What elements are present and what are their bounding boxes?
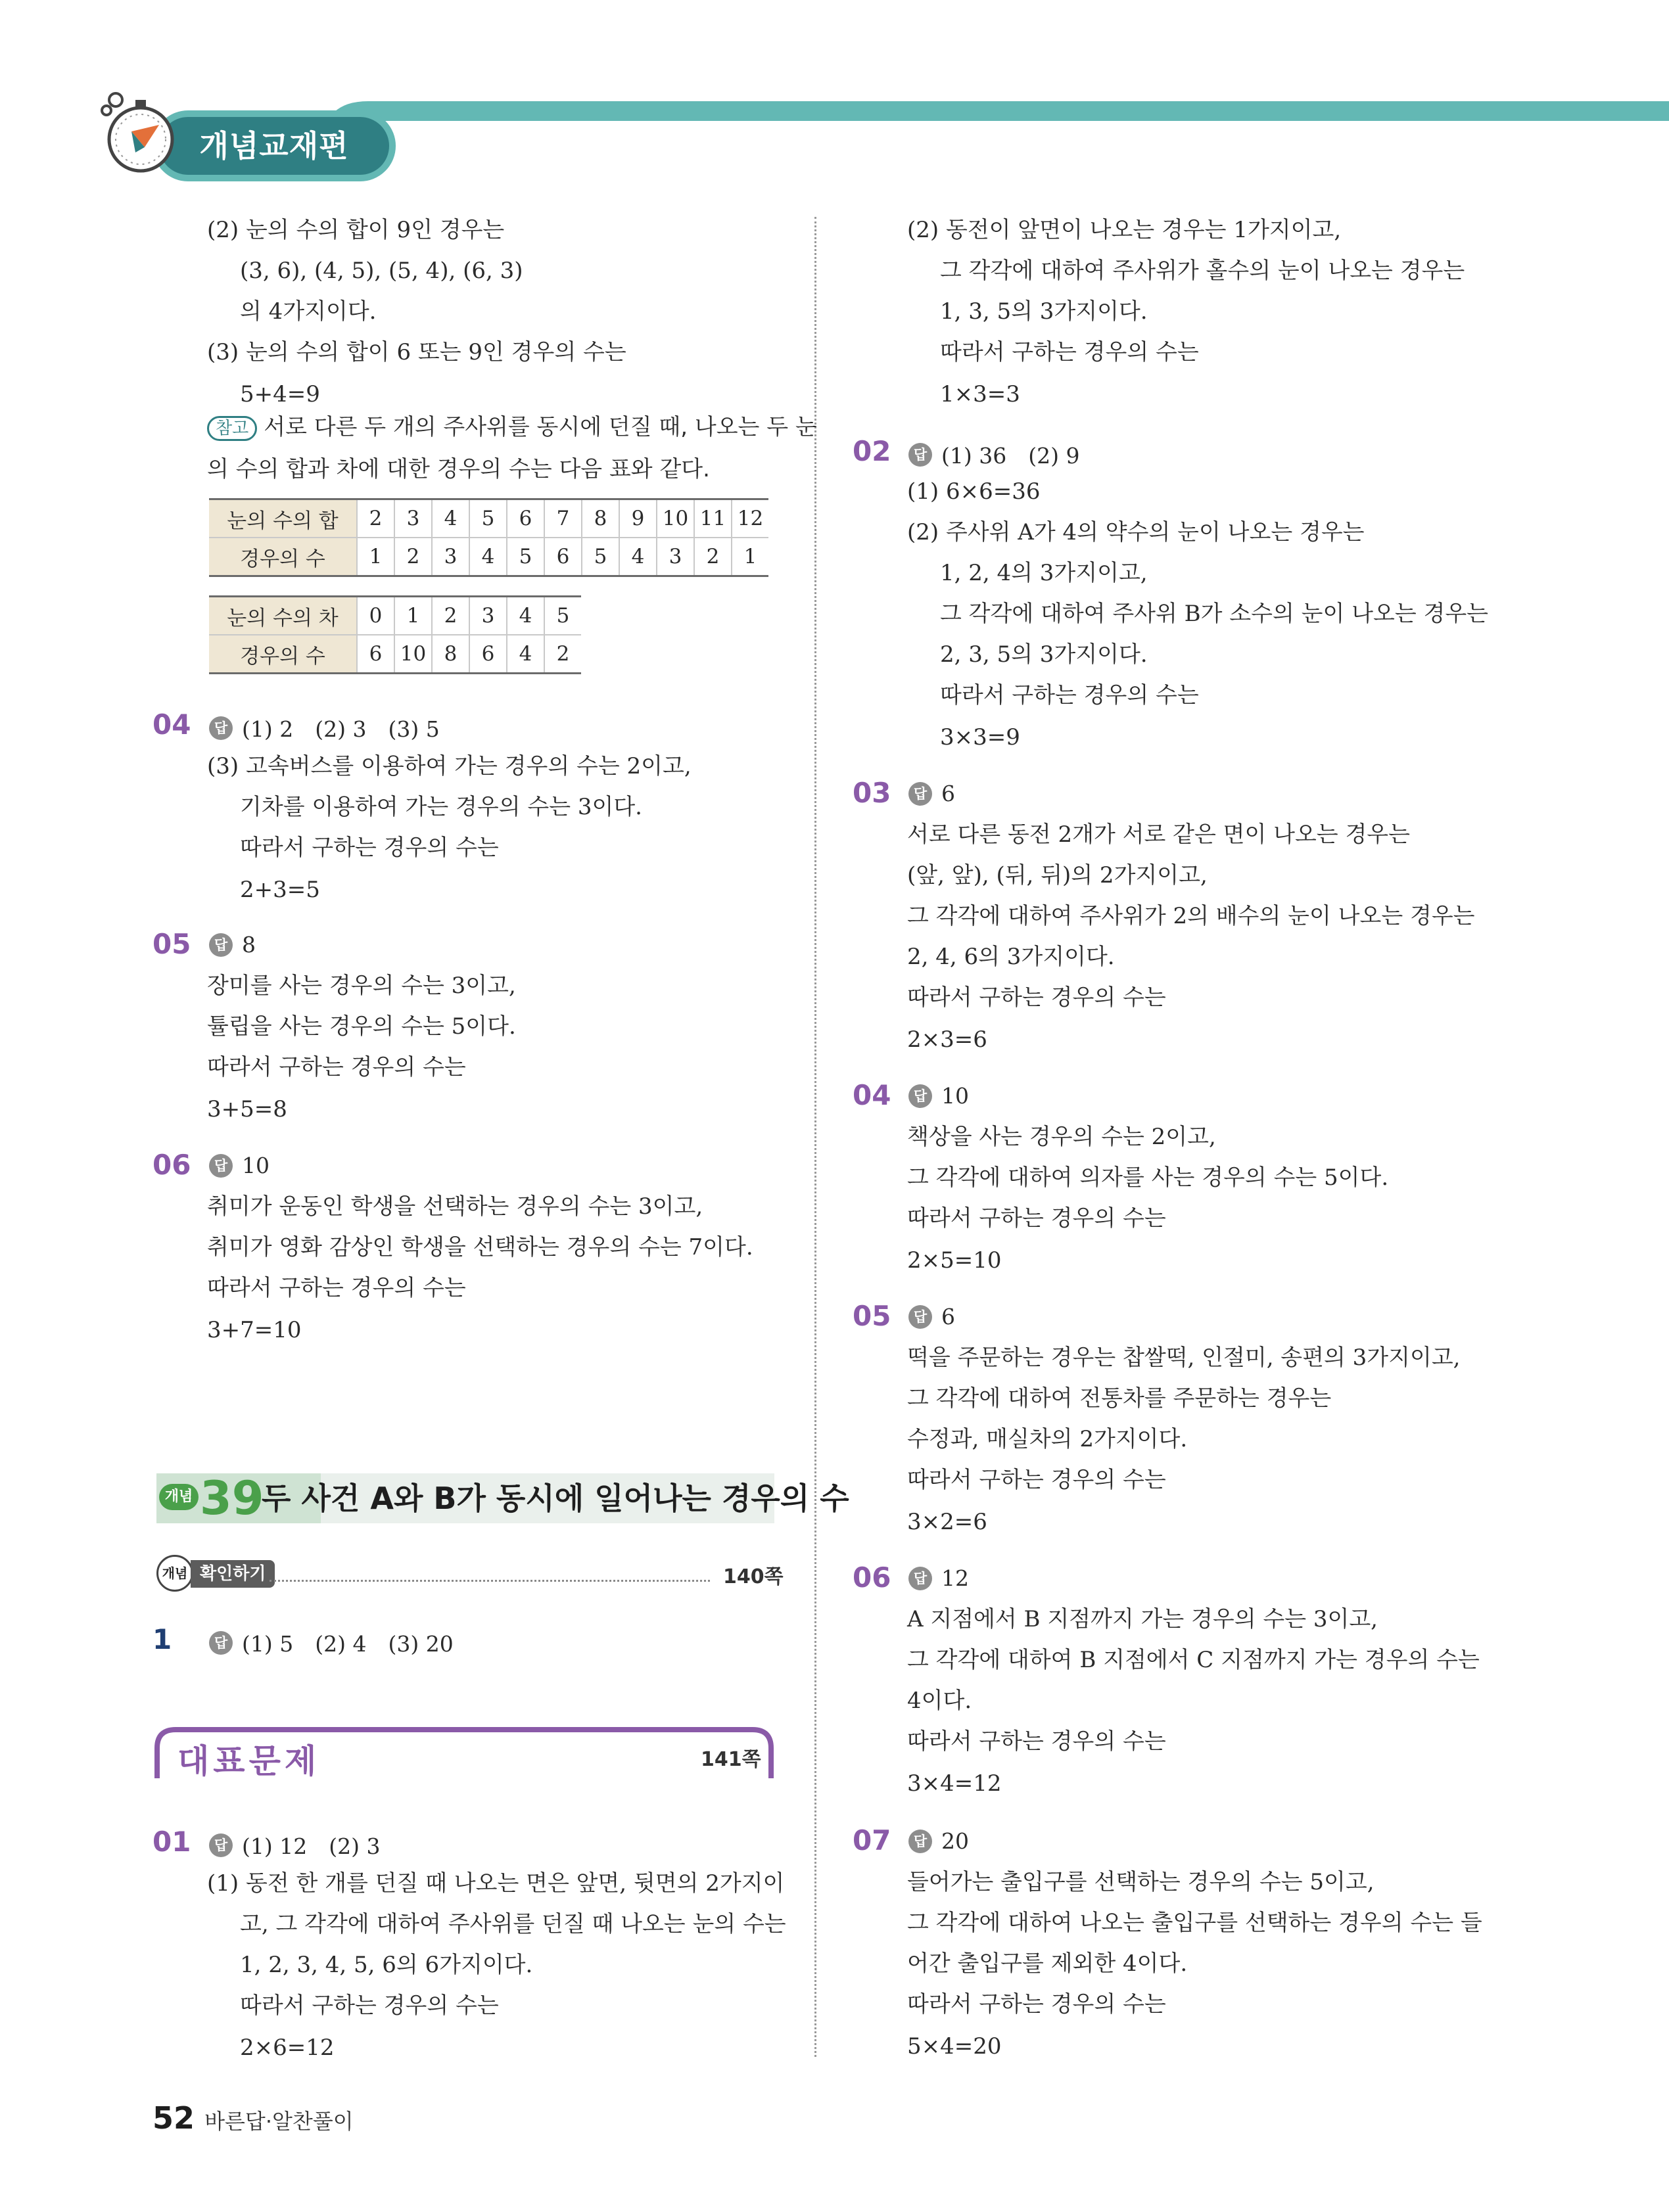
question-number: 02 [853,435,891,467]
answer-line [908,1083,969,1109]
table-cell: 2 [544,635,581,674]
right-q02-line-3: 1, 2, 4의 3가지이고, [940,560,1148,586]
right-q05-line-2: 그 각각에 대하여 전통차를 주문하는 경우는 [907,1385,1332,1412]
answer-text: 6 [941,1304,955,1329]
right-top-line-5: 1×3=3 [940,381,1020,407]
question-number: 04 [153,708,191,741]
table-cell: 11 [694,499,732,538]
answer-text: 10 [242,1153,270,1178]
table-cell: 2 [432,597,469,635]
answer-badge: 답 [908,1084,932,1108]
table-cell: 6 [507,499,544,538]
table-cell: 0 [357,597,394,635]
question-number: 05 [853,1300,891,1332]
answer-badge: 답 [209,1631,233,1655]
right-top-line-4: 따라서 구하는 경우의 수는 [940,339,1199,365]
question-number: 1 [153,1623,172,1655]
answer-line [908,439,1079,470]
sum-table-header-2: 경우의 수 [209,538,357,576]
table-cell: 3 [394,499,432,538]
table-cell: 5 [544,597,581,635]
answer-line [209,1153,270,1178]
left-q05-line-2: 튤립을 사는 경우의 수는 5이다. [207,1013,516,1040]
check-page: 140쪽 [723,1565,784,1588]
left-q01-line-2: 고, 그 각각에 대하여 주사위를 던질 때 나오는 눈의 수는 [240,1911,786,1937]
answer-text: 12 [941,1565,969,1591]
left-q05-line-3: 따라서 구하는 경우의 수는 [207,1054,466,1080]
right-q07-line-5: 5×4=20 [907,2033,1002,2060]
right-q02-line-6: 따라서 구하는 경우의 수는 [940,682,1199,708]
diff-table [209,595,581,674]
left-q01-line-5: 2×6=12 [240,2035,335,2061]
right-q06-line-3: 4이다. [907,1688,972,1714]
left-line-3: 의 4가지이다. [240,298,377,325]
header-tab-label: 개념교재편 [199,128,349,164]
diff-table-row-1 [209,597,581,635]
right-q03-line-1: 서로 다른 동전 2개가 서로 같은 면이 나오는 경우는 [907,821,1410,848]
column-divider [814,217,816,2057]
answer-badge: 답 [908,1567,932,1590]
right-q07-line-1: 들어가는 출입구를 선택하는 경우의 수는 5이고, [907,1869,1375,1895]
diff-table-row-2 [209,635,581,674]
question-number: 06 [153,1149,191,1181]
left-q01-line-3: 1, 2, 3, 4, 5, 6의 6가지이다. [240,1952,533,1978]
question-number: 03 [853,777,891,809]
right-q03-line-6: 2×3=6 [907,1026,987,1053]
table-cell: 7 [544,499,582,538]
footer-title: 바른답·알찬풀이 [204,2109,354,2134]
right-top-line-3: 1, 3, 5의 3가지이다. [940,298,1148,325]
rep-title: 대표문제 [177,1742,321,1780]
left-q01-line-4: 따라서 구하는 경우의 수는 [240,1993,499,2019]
header-bar [368,101,1669,121]
check-label: 확인하기 [191,1560,275,1588]
right-q03-line-2: (앞, 앞), (뒤, 뒤)의 2가지이고, [907,862,1208,888]
left-q04-line-3: 따라서 구하는 경우의 수는 [240,835,499,861]
table-cell: 9 [619,499,657,538]
answer-line [908,1565,969,1591]
diff-table-header-1: 눈의 수의 차 [209,597,357,635]
right-q02-line-1: (1) 6×6=36 [907,478,1041,505]
answer-line [908,781,955,806]
note-text-1: 서로 다른 두 개의 주사위를 동시에 던질 때, 나오는 두 눈 [264,414,817,440]
table-cell: 5 [582,538,619,576]
table-cell: 5 [469,499,507,538]
right-q03-line-5: 따라서 구하는 경우의 수는 [907,984,1166,1011]
question-number: 05 [153,928,191,960]
table-cell: 6 [357,635,394,674]
header-tab [153,110,396,181]
left-q06-line-1: 취미가 운동인 학생을 선택하는 경우의 수는 3이고, [207,1193,703,1220]
note-badge: 참고 [207,416,257,441]
answer-badge: 답 [908,782,932,806]
right-q04-line-4: 2×5=10 [907,1247,1002,1274]
left-q06-line-4: 3+7=10 [207,1317,302,1343]
answer-line [209,1627,454,1658]
table-cell: 3 [657,538,694,576]
note-line-2: 의 수의 합과 차에 대한 경우의 수는 다음 표와 같다. [207,456,710,482]
stopwatch-icon [99,91,177,183]
right-q04-line-1: 책상을 사는 경우의 수는 2이고, [907,1124,1216,1150]
answer-line [209,1830,380,1860]
question-number: 07 [853,1824,891,1856]
concept-banner [156,1471,849,1525]
right-q06-line-1: A 지점에서 B 지점까지 가는 경우의 수는 3이고, [907,1606,1378,1632]
table-cell: 8 [432,635,469,674]
answer-badge: 답 [908,443,932,467]
question-number: 01 [153,1826,191,1858]
right-q07-line-2: 그 각각에 대하여 나오는 출입구를 선택하는 경우의 수는 들 [907,1910,1482,1936]
table-cell: 1 [357,538,394,576]
sum-table [209,498,768,577]
left-line-1: (2) 눈의 수의 합이 9인 경우는 [207,217,505,243]
table-cell: 4 [469,538,507,576]
answer-text: (1) 36 (2) 9 [941,443,1080,469]
rep-page: 141쪽 [701,1748,761,1771]
right-q05-line-4: 따라서 구하는 경우의 수는 [907,1467,1166,1493]
concept-tag: 개념 [159,1484,199,1510]
answer-line [209,712,440,743]
sum-table-row-1 [209,499,768,538]
answer-line [209,932,256,957]
right-q03-line-3: 그 각각에 대하여 주사위가 2의 배수의 눈이 나오는 경우는 [907,903,1475,929]
right-top-line-2: 그 각각에 대하여 주사위가 홀수의 눈이 나오는 경우는 [940,258,1465,284]
answer-text: 10 [941,1083,969,1109]
right-q02-line-2: (2) 주사위 A가 4의 약수의 눈이 나오는 경우는 [907,519,1365,545]
table-cell: 2 [394,538,432,576]
left-q06-line-2: 취미가 영화 감상인 학생을 선택하는 경우의 수는 7이다. [207,1234,753,1260]
sum-table-row-2 [209,538,768,576]
table-cell: 1 [394,597,432,635]
right-q04-line-3: 따라서 구하는 경우의 수는 [907,1205,1166,1232]
answer-badge: 답 [209,1154,233,1178]
left-q04-line-2: 기차를 이용하여 가는 경우의 수는 3이다. [240,794,642,820]
answer-line [908,1828,969,1854]
check-dotted-line [270,1580,710,1582]
right-q06-line-2: 그 각각에 대하여 B 지점에서 C 지점까지 가는 경우의 수는 [907,1647,1480,1673]
table-cell: 10 [394,635,432,674]
check-tag: 개념 [156,1555,193,1592]
right-q06-line-5: 3×4=12 [907,1770,1002,1797]
table-cell: 2 [357,499,394,538]
answer-text: 20 [941,1828,969,1854]
answer-badge: 답 [209,1833,233,1857]
left-q05-line-4: 3+5=8 [207,1096,287,1122]
left-line-4: (3) 눈의 수의 합이 6 또는 9인 경우의 수는 [207,339,626,365]
right-q04-line-2: 그 각각에 대하여 의자를 사는 경우의 수는 5이다. [907,1164,1389,1191]
left-q06-line-3: 따라서 구하는 경우의 수는 [207,1275,466,1301]
left-q04-line-1: (3) 고속버스를 이용하여 가는 경우의 수는 2이고, [207,753,692,779]
table-cell: 5 [507,538,544,576]
sum-table-header-1: 눈의 수의 합 [209,499,357,538]
answer-text: (1) 12 (2) 3 [242,1833,381,1859]
note-line-1 [207,414,817,441]
concept-title: 두 사건 A와 B가 동시에 일어나는 경우의 수 [262,1481,849,1516]
left-line-2: (3, 6), (4, 5), (5, 4), (6, 3) [240,258,523,284]
footer [153,2100,354,2136]
table-cell: 10 [657,499,694,538]
table-cell: 3 [469,597,507,635]
right-q06-line-4: 따라서 구하는 경우의 수는 [907,1728,1166,1755]
right-q03-line-4: 2, 4, 6의 3가지이다. [907,944,1115,970]
table-cell: 8 [582,499,619,538]
left-q05-line-1: 장미를 사는 경우의 수는 3이고, [207,973,516,999]
left-line-5: 5+4=9 [240,381,320,407]
answer-text: 8 [242,932,256,957]
answer-badge: 답 [209,933,233,957]
right-q02-line-4: 그 각각에 대하여 주사위 B가 소수의 눈이 나오는 경우는 [940,601,1489,627]
table-cell: 1 [732,538,768,576]
table-cell: 4 [507,635,544,674]
table-cell: 6 [469,635,507,674]
question-number: 04 [853,1079,891,1111]
right-q05-line-1: 떡을 주문하는 경우는 찹쌀떡, 인절미, 송편의 3가지이고, [907,1345,1461,1371]
table-cell: 4 [432,499,469,538]
right-q05-line-5: 3×2=6 [907,1509,987,1535]
answer-text: (1) 5 (2) 4 (3) 20 [242,1631,454,1657]
right-q05-line-3: 수정과, 매실차의 2가지이다. [907,1426,1188,1452]
table-cell: 2 [694,538,732,576]
table-cell: 6 [544,538,582,576]
table-cell: 3 [432,538,469,576]
table-cell: 12 [732,499,768,538]
right-q07-line-4: 따라서 구하는 경우의 수는 [907,1991,1166,2017]
answer-text: 6 [941,781,955,806]
answer-badge: 답 [209,716,233,740]
right-q07-line-3: 어간 출입구를 제외한 4이다. [907,1950,1188,1977]
right-q02-line-5: 2, 3, 5의 3가지이다. [940,641,1148,668]
answer-line [908,1304,955,1329]
diff-table-header-2: 경우의 수 [209,635,357,674]
right-top-line-1: (2) 동전이 앞면이 나오는 경우는 1가지이고, [907,217,1342,243]
page-number: 52 [153,2100,195,2136]
answer-text: (1) 2 (2) 3 (3) 5 [242,716,440,742]
left-q01-line-1: (1) 동전 한 개를 던질 때 나오는 면은 앞면, 뒷면의 2가지이 [207,1870,785,1897]
answer-badge: 답 [908,1305,932,1329]
left-q04-line-4: 2+3=5 [240,877,320,903]
table-cell: 4 [619,538,657,576]
right-q02-line-7: 3×3=9 [940,724,1020,750]
table-cell: 4 [507,597,544,635]
answer-badge: 답 [908,1830,932,1853]
question-number: 06 [853,1561,891,1594]
concept-number: 39 [200,1471,264,1525]
